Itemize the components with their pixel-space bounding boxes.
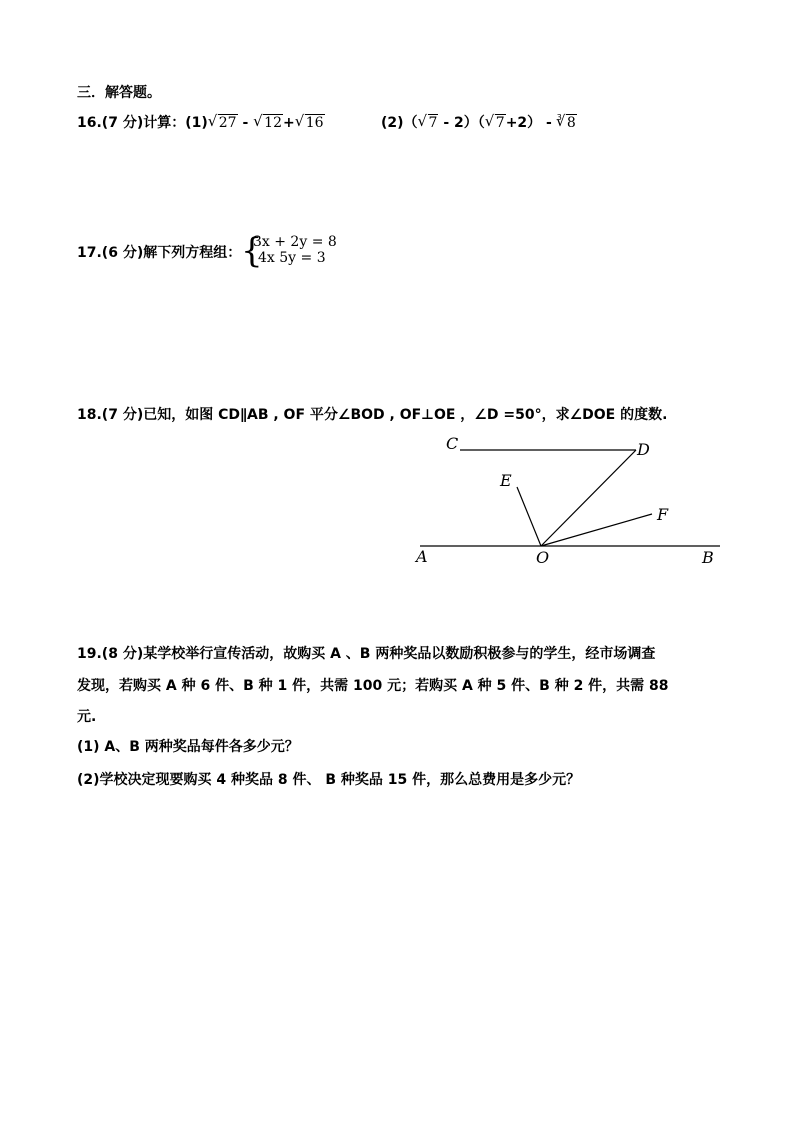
point-label-D: D (637, 440, 650, 459)
cube-root-8: √ 8 (556, 114, 577, 132)
question-19-line-2: 发现，若购买 A 种 6 件、B 种 1 件，共需 100 元；若购买 A 种 5 件、B 种 2 件，共需 88 (77, 678, 669, 694)
geometry-figure (410, 432, 730, 572)
sqrt-7-a: √ 7 (418, 114, 439, 132)
sqrt-7-b: √ 7 (485, 114, 506, 132)
sqrt-12: √ 12 (253, 114, 283, 132)
question-19-subquestion-1: (1) A、B 两种奖品每件各多少元？ (77, 739, 299, 755)
question-19-subquestion-2: (2)学校决定现要购买 4 种奖品 8 件、 B 种奖品 15 件，那么总费用是多少元？ (77, 772, 581, 788)
question-18-text: 18.(7 分)已知，如图 CD∥AB , OF 平分∠BOD , OF⊥OE ，∠D =50°，求∠DOE 的度数. (77, 407, 668, 423)
point-label-F: F (657, 505, 669, 524)
question-17-label: 17.(6 分)解下列方程组： (77, 245, 242, 261)
point-label-O: O (536, 548, 550, 567)
point-label-C: C (446, 434, 459, 453)
ray-OD (541, 450, 636, 546)
section-title: 三．解答题。 (77, 85, 161, 101)
equation-brace: { (241, 231, 263, 271)
question-16-part-1: 16.(7 分)计算：(1)√ 27 - √ 12+√ 16 (77, 114, 325, 132)
question-19-line-3: 元. (77, 709, 97, 725)
ray-OE (517, 487, 541, 546)
question-16-part-2: (2)（√ 7 - 2）（√ 7+2） - $^3$√ 8 (381, 114, 577, 134)
cube-root-index: 3 (556, 113, 562, 122)
question-16-label: 16.(7 分)计算：(1) (77, 115, 208, 131)
point-label-A: A (416, 547, 428, 566)
question-19-line-1: 19.(8 分)某学校举行宣传活动，故购买 A 、B 两种奖品以数励积极参与的学生，经市场调查 (77, 646, 656, 662)
sqrt-16: √ 16 (295, 114, 325, 132)
point-label-B: B (702, 548, 714, 567)
equation-1: 3x + 2y = 8 (253, 234, 337, 250)
point-label-E: E (500, 471, 512, 490)
sqrt-27: √ 27 (208, 114, 238, 132)
equation-2: 4x 5y = 3 (258, 250, 326, 266)
